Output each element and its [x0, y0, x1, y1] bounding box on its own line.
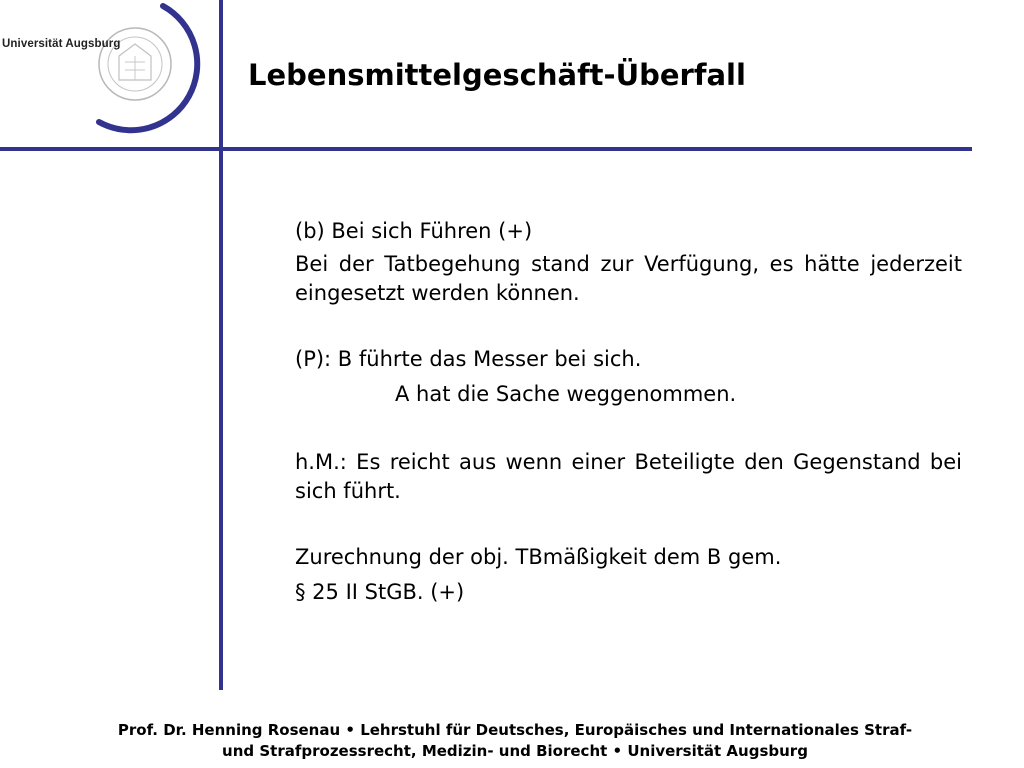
university-seal-icon [85, 0, 210, 135]
slide-title: Lebensmittelgeschäft-Überfall [248, 58, 746, 92]
attribution-line: Zurechnung der obj. TBmäßigkeit dem B gem. [295, 545, 782, 569]
university-logo [0, 0, 210, 135]
problem-subline: A hat die Sache weggenommen. [395, 382, 737, 406]
footer [30, 720, 1000, 762]
prevailing-opinion: h.M.: Es reicht aus wenn einer Beteiligte den Gegenstand bei sich führt. [295, 450, 962, 503]
footer-line-2: und Strafprozessrecht, Medizin- und Biorecht • Universität Augsburg [222, 742, 808, 760]
paragraph-availability: Bei der Tatbegehung stand zur Verfügung, es hätte jederzeit eingesetzt werden können. [295, 252, 962, 305]
statute-line: § 25 II StGB. (+) [295, 580, 465, 604]
horizontal-divider [0, 147, 972, 151]
problem-line: (P): B führte das Messer bei sich. [295, 347, 642, 371]
vertical-divider [219, 0, 223, 690]
heading-line: (b) Bei sich Führen (+) [295, 219, 533, 243]
footer-line-1: Prof. Dr. Henning Rosenau • Lehrstuhl für Deutsches, Europäisches und Internationales Straf- [117, 721, 913, 739]
university-name: Universität Augsburg [2, 38, 121, 50]
slide-content [295, 217, 962, 607]
